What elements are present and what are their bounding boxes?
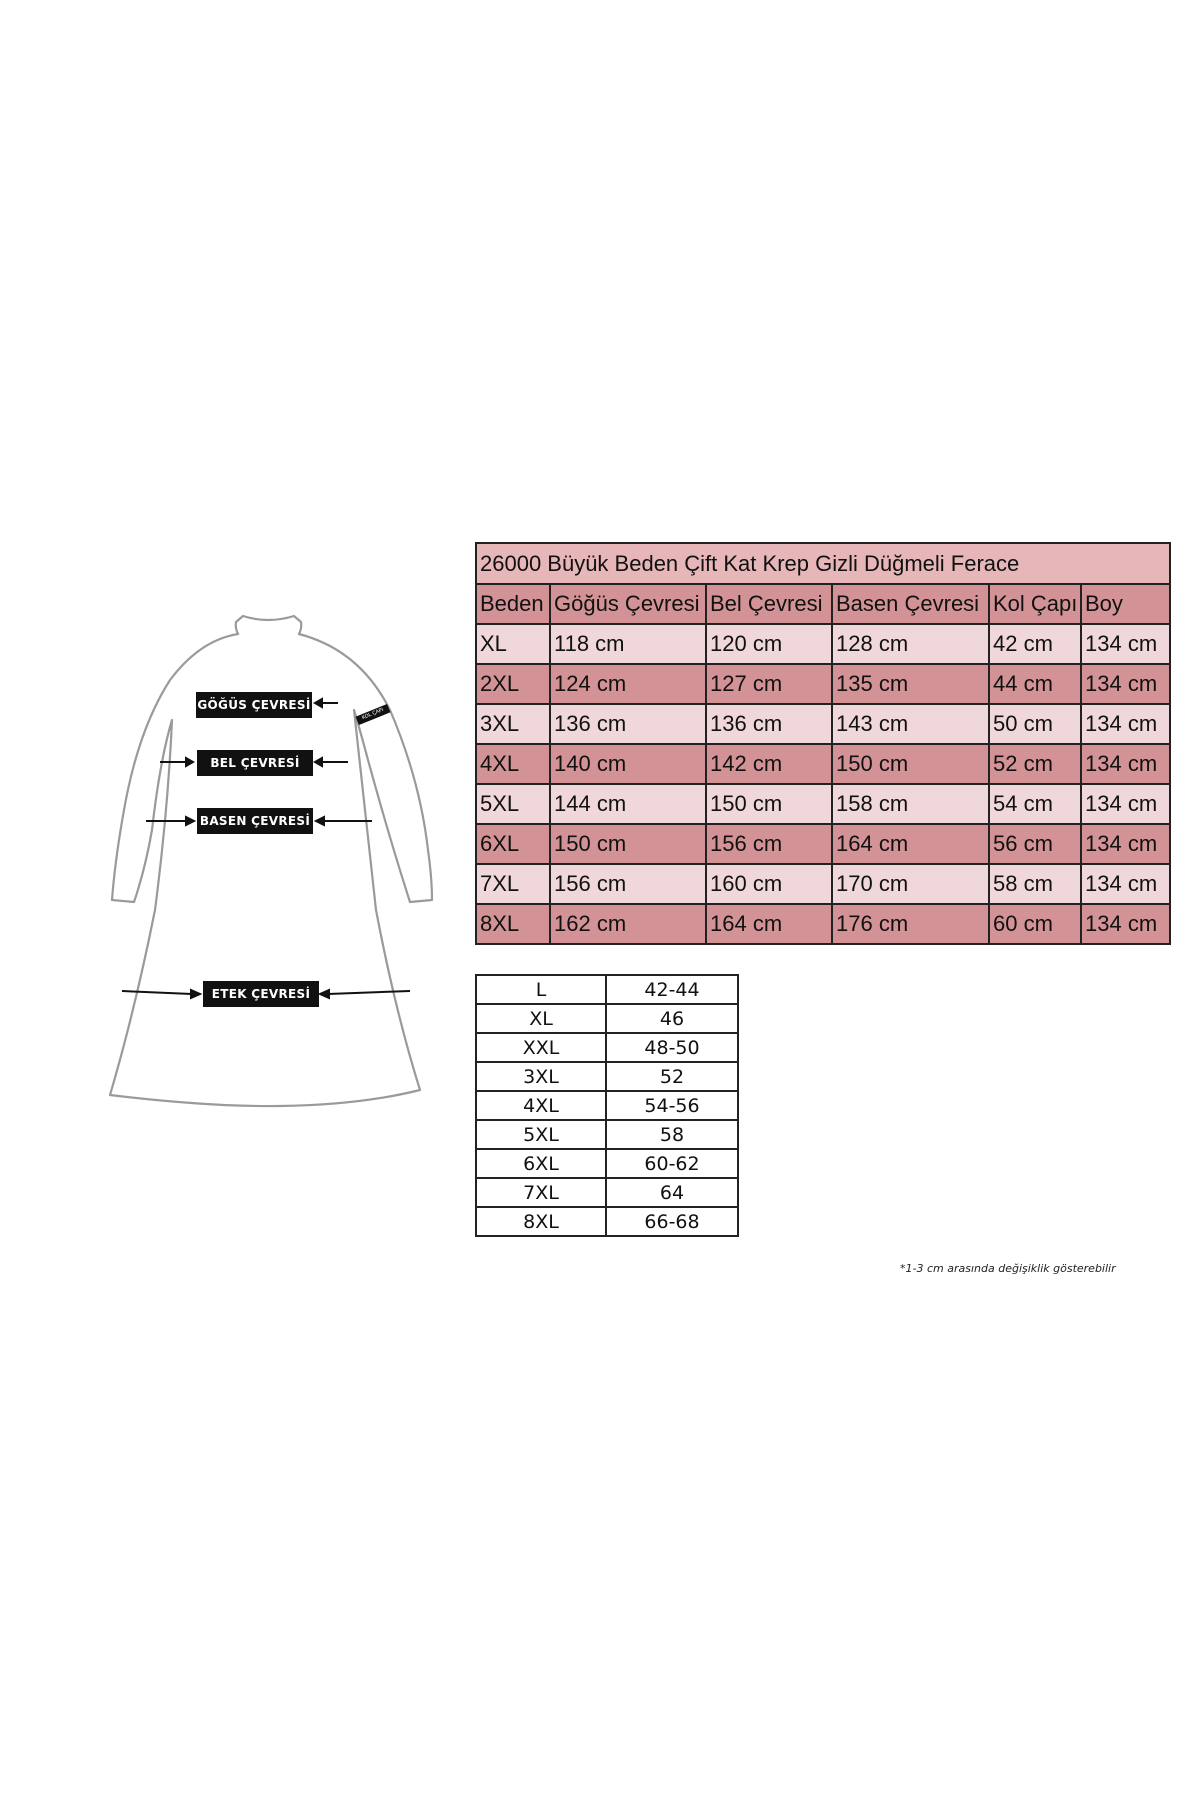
sleeve-label: KOL ÇAPI [356,704,391,725]
hip-cell: 164 cm [832,824,989,864]
table-row [476,1149,738,1178]
table-row [476,1178,738,1207]
hip-cell: 135 cm [832,664,989,704]
chest-cell: 162 cm [550,904,706,944]
header-cell: Boy [1081,584,1170,624]
table-row [476,1091,738,1120]
table-row [476,784,1170,824]
length-cell: 134 cm [1081,824,1170,864]
table-row [476,664,1170,704]
table-row [476,824,1170,864]
size-cell: 6XL [476,824,550,864]
size-cell: 5XL [476,784,550,824]
length-cell: 134 cm [1081,624,1170,664]
hip-cell: 150 cm [832,744,989,784]
number-size-cell: 66-68 [606,1207,738,1236]
chest-cell: 140 cm [550,744,706,784]
hip-cell: 158 cm [832,784,989,824]
garment-outline [60,610,450,1130]
size-table-header-row [476,584,1170,624]
size-cell: 2XL [476,664,550,704]
table-row [476,704,1170,744]
size-cell: 3XL [476,1062,606,1091]
sleeve-cell: 54 cm [989,784,1081,824]
size-cell: XL [476,1004,606,1033]
table-row [476,975,738,1004]
length-cell: 134 cm [1081,744,1170,784]
chest-cell: 150 cm [550,824,706,864]
chest-label: GÖĞÜS ÇEVRESİ [196,692,312,718]
waist-cell: 120 cm [706,624,832,664]
size-cell: 7XL [476,864,550,904]
table-row [476,624,1170,664]
length-cell: 134 cm [1081,664,1170,704]
sleeve-cell: 60 cm [989,904,1081,944]
table-row [476,1033,738,1062]
hip-label: BASEN ÇEVRESİ [197,808,313,834]
length-cell: 134 cm [1081,704,1170,744]
sleeve-cell: 52 cm [989,744,1081,784]
disclaimer-note: *1-3 cm arasında değişiklik gösterebilir [900,1262,1116,1275]
chest-cell: 136 cm [550,704,706,744]
table-row [476,1062,738,1091]
number-size-cell: 54-56 [606,1091,738,1120]
size-cell: XL [476,624,550,664]
waist-cell: 150 cm [706,784,832,824]
size-cell: 8XL [476,1207,606,1236]
garment-diagram [60,610,450,1130]
hip-cell: 176 cm [832,904,989,944]
length-cell: 134 cm [1081,784,1170,824]
hem-label: ETEK ÇEVRESİ [203,981,319,1007]
table-row [476,864,1170,904]
number-size-cell: 64 [606,1178,738,1207]
number-size-cell: 60-62 [606,1149,738,1178]
waist-cell: 136 cm [706,704,832,744]
size-cell: 6XL [476,1149,606,1178]
waist-cell: 156 cm [706,824,832,864]
size-conversion-table [475,974,739,1237]
size-cell: 7XL [476,1178,606,1207]
header-cell: Kol Çapı [989,584,1081,624]
number-size-cell: 58 [606,1120,738,1149]
length-cell: 134 cm [1081,904,1170,944]
number-size-cell: 48-50 [606,1033,738,1062]
size-table-title: 26000 Büyük Beden Çift Kat Krep Gizli Düğmeli Ferace [476,543,1170,584]
header-cell: Beden [476,584,550,624]
header-cell: Basen Çevresi [832,584,989,624]
size-cell: XXL [476,1033,606,1062]
sleeve-cell: 42 cm [989,624,1081,664]
sleeve-cell: 44 cm [989,664,1081,704]
table-row [476,1207,738,1236]
waist-label: BEL ÇEVRESİ [197,750,313,776]
hip-cell: 128 cm [832,624,989,664]
size-cell: 5XL [476,1120,606,1149]
size-table-title-row [476,543,1170,584]
sleeve-cell: 58 cm [989,864,1081,904]
sleeve-cell: 56 cm [989,824,1081,864]
number-size-cell: 42-44 [606,975,738,1004]
chest-cell: 156 cm [550,864,706,904]
size-table [475,542,1171,945]
size-cell: 4XL [476,1091,606,1120]
sleeve-cell: 50 cm [989,704,1081,744]
table-row [476,1004,738,1033]
header-cell: Göğüs Çevresi [550,584,706,624]
size-cell: 4XL [476,744,550,784]
table-row [476,744,1170,784]
hip-cell: 170 cm [832,864,989,904]
size-cell: L [476,975,606,1004]
waist-cell: 127 cm [706,664,832,704]
number-size-cell: 46 [606,1004,738,1033]
waist-cell: 160 cm [706,864,832,904]
chest-cell: 124 cm [550,664,706,704]
chest-cell: 118 cm [550,624,706,664]
size-cell: 3XL [476,704,550,744]
hip-cell: 143 cm [832,704,989,744]
header-cell: Bel Çevresi [706,584,832,624]
waist-cell: 164 cm [706,904,832,944]
table-row [476,1120,738,1149]
length-cell: 134 cm [1081,864,1170,904]
table-row [476,904,1170,944]
chest-cell: 144 cm [550,784,706,824]
size-cell: 8XL [476,904,550,944]
waist-cell: 142 cm [706,744,832,784]
number-size-cell: 52 [606,1062,738,1091]
